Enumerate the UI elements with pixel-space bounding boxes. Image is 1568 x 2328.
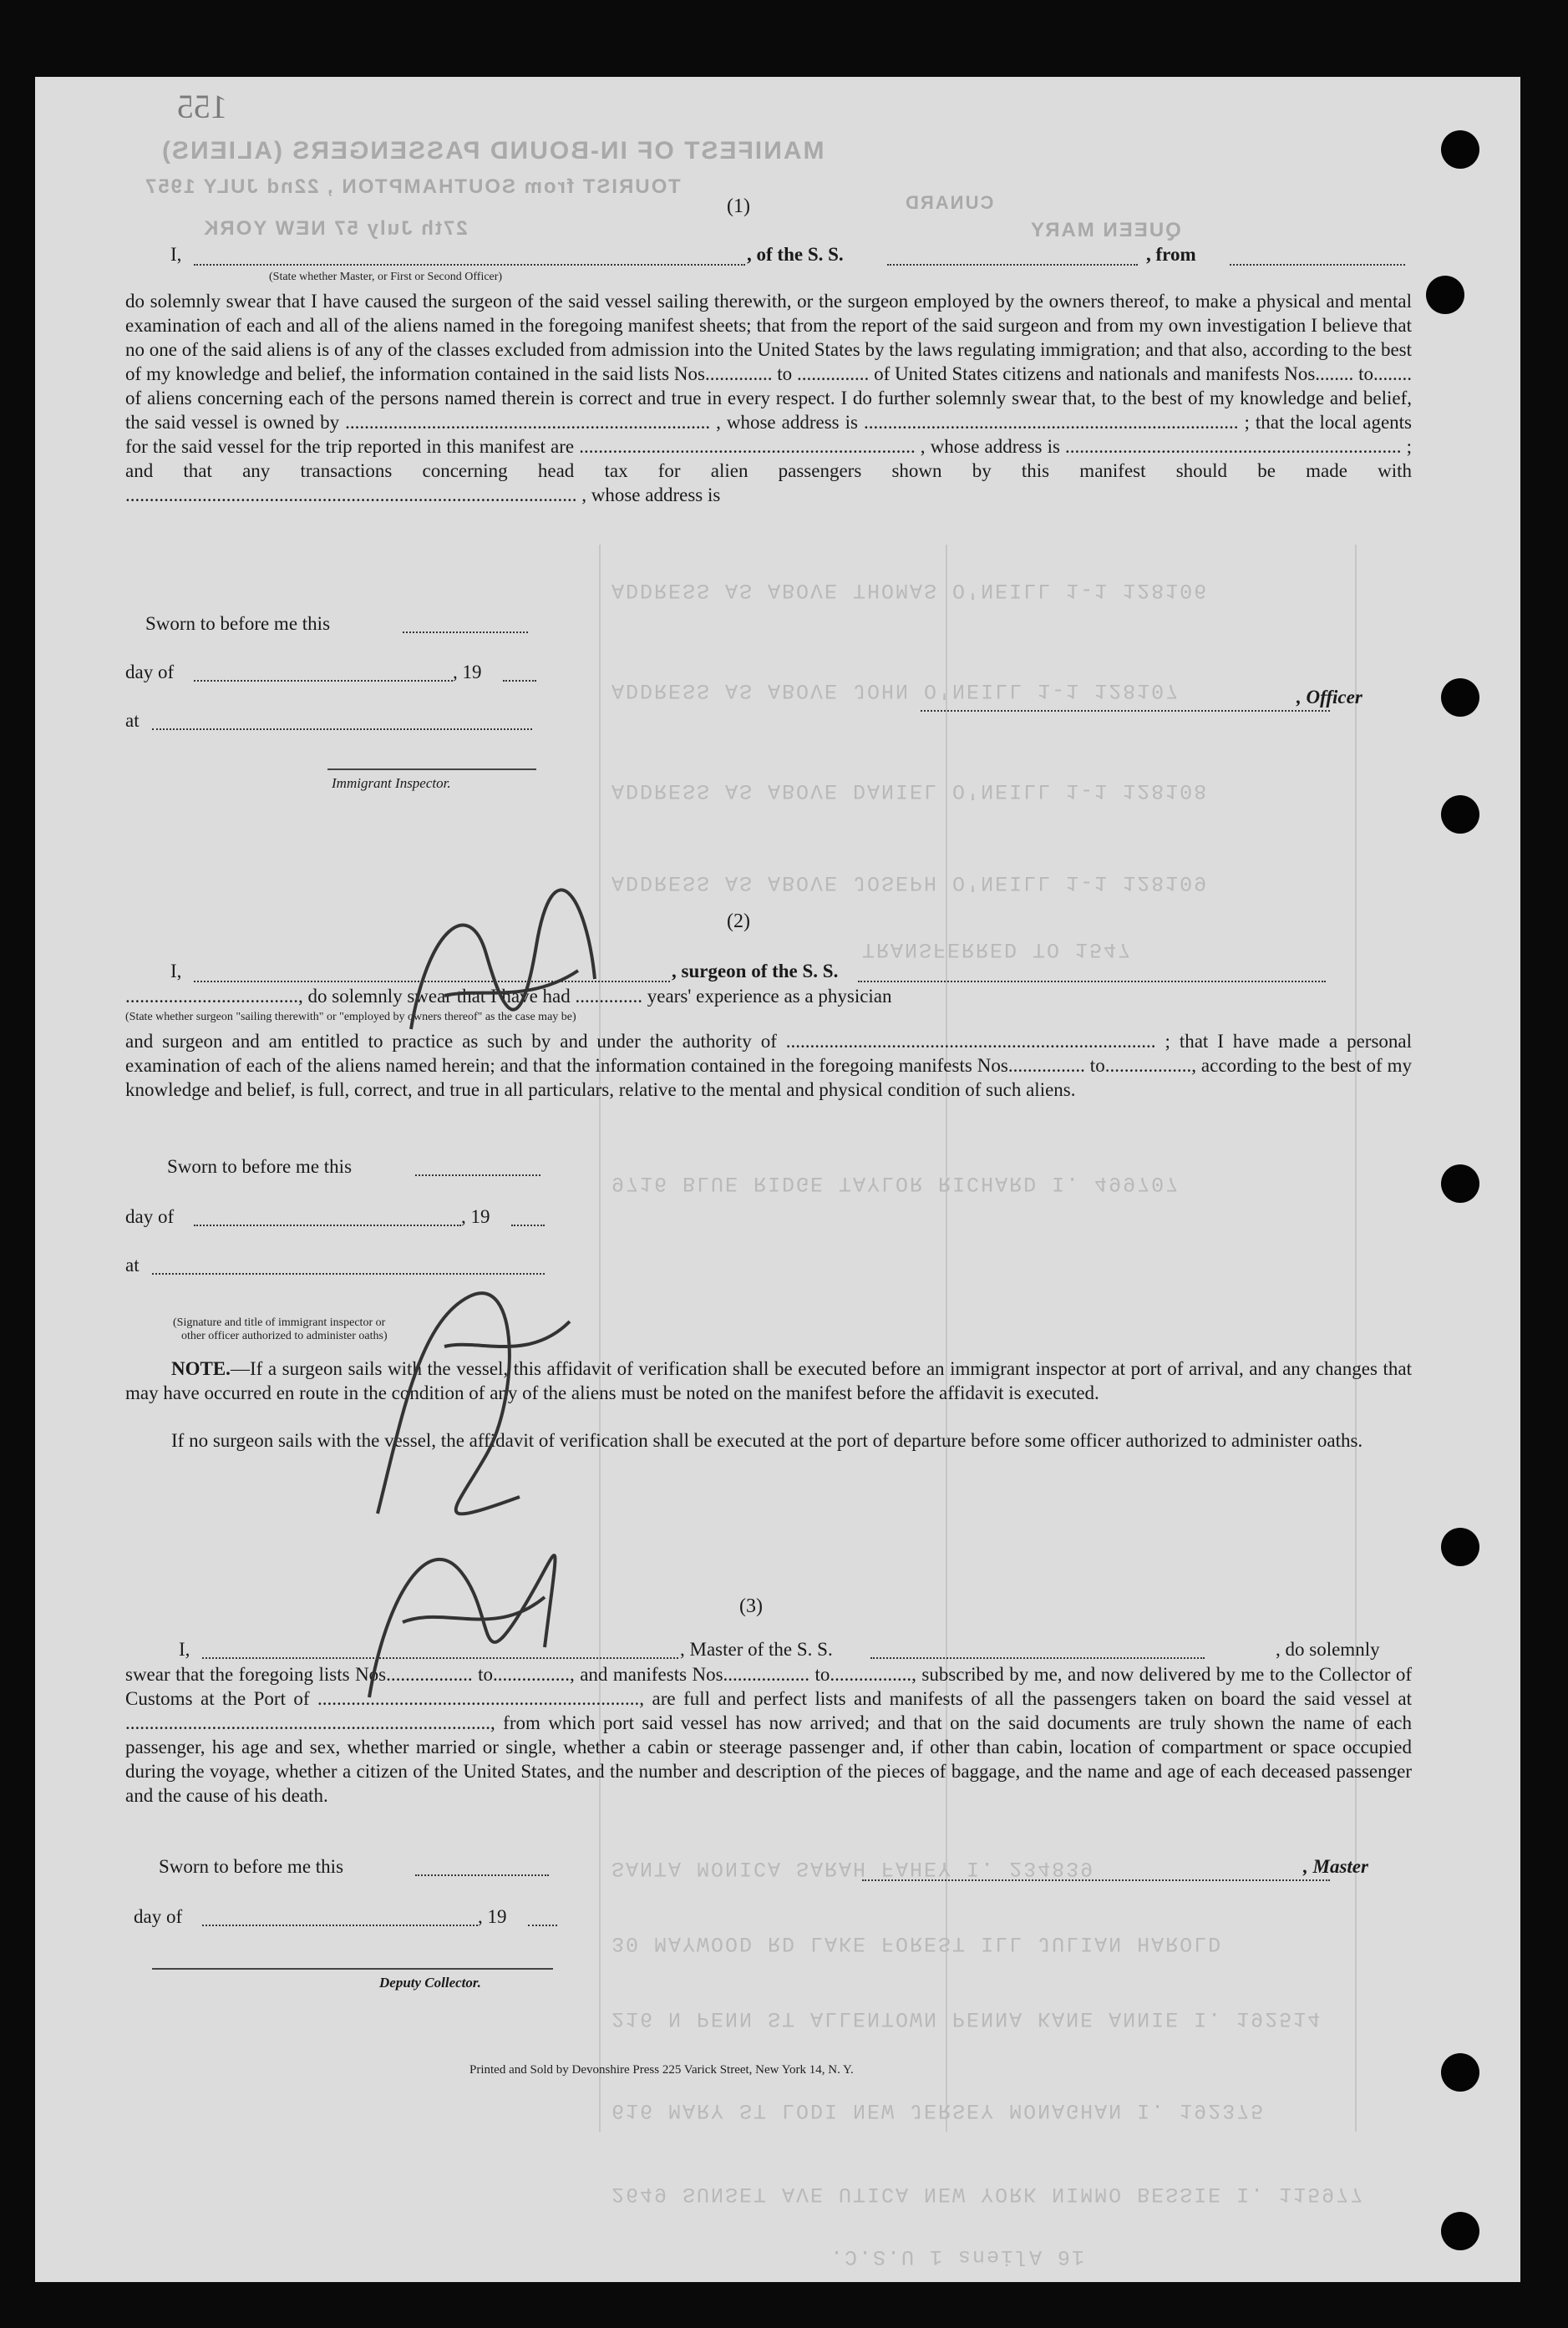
s3-master: , Master <box>1303 1856 1368 1877</box>
ghost-header-line2: 27th July 57 NEW YORK <box>202 217 468 240</box>
s2-note2: If no surgeon sails with the vessel, the affidavit of verification shall be executed at the port of departure before some officer authorized to administer oaths. <box>171 1430 1363 1451</box>
s1-day-of: day of <box>125 662 175 682</box>
s2-sig-hint1: (Signature and title of immigrant inspector or <box>173 1316 386 1329</box>
s1-officer: , Officer <box>1297 687 1362 708</box>
s1-year: , 19 <box>453 662 482 682</box>
printer-line: Printed and Sold by Devonshire Press 225 Varick Street, New York 14, N. Y. <box>469 2063 854 2077</box>
ghost-row: 30 MAYWOOD RD LAKE FOREST ILL JULIAN HAROLD <box>611 1931 1223 1955</box>
s1-sworn: Sworn to before me this <box>145 613 331 634</box>
s3-sworn: Sworn to before me this <box>159 1856 344 1877</box>
ghost-row: 216 N PENN ST ALLENTOWN PENNA KANE ANNIE I. 192514 <box>611 2006 1322 2031</box>
ghost-row: SANTA MONICA SARAH FAHEY I. 234839 <box>611 1856 1095 1880</box>
ghost-row: 9716 BLUE RIDGE TAYLOR RICHARD I. 499707 <box>611 1171 1180 1195</box>
s1-inspector: Immigrant Inspector. <box>332 775 451 791</box>
s2-i-label: I, <box>170 961 182 981</box>
s1-from: , from <box>1146 244 1196 265</box>
punch-hole <box>1441 795 1479 834</box>
punch-hole <box>1426 276 1464 314</box>
s2-hint: (State whether surgeon "sailing therewith" or "employed by owners thereof" as the case may be) <box>125 1011 576 1023</box>
punch-hole <box>1441 1164 1479 1203</box>
s2-day-of: day of <box>125 1206 175 1227</box>
note-text: —If a surgeon sails with the vessel, this affidavit of verification shall be executed before an immigrant inspector at port of arrival, and any changes that may have occurred en route in the condition of any of the aliens must be noted on the manifest before the affidavit is executed. <box>125 1358 1412 1403</box>
s2-surgeon-of: , surgeon of the S. S. <box>672 961 839 981</box>
handwritten-signature-1 <box>394 879 611 1071</box>
punch-hole <box>1441 2053 1479 2092</box>
ghost-header-cunard: CUNARD <box>904 192 994 213</box>
handwritten-signature-3 <box>336 1480 586 1731</box>
note-label: NOTE. <box>171 1358 231 1379</box>
ghost-header-ship: QUEEN MARY <box>1029 219 1181 241</box>
s2-year: , 19 <box>461 1206 490 1227</box>
ghost-header-line1: TOURIST from SOUTHAMPTON , 22nd JULY 1957 <box>144 175 681 198</box>
s1-hint: (State whether Master, or First or Second Officer) <box>269 271 503 283</box>
s1-of-ss: , of the S. S. <box>747 244 844 265</box>
s3-collector: Deputy Collector. <box>379 1975 481 1991</box>
punch-hole <box>1441 130 1479 169</box>
ghost-row: 616 MARY ST LODI NEW JERSEY MONAGHAN I. 192375 <box>611 2098 1266 2123</box>
s1-paragraph: do solemnly swear that I have caused the surgeon of the said vessel sailing therewith, or the surgeon employed by the owners thereof, to make a physical and mental examination of each and all of the aliens named in the foregoing manifest sheets; that from the report of the said surgeon and from my own investigation I believe that no one of the said aliens is of any of the classes excluded from admission into the United States by the laws regulating immigration; and that also, according to the best of my knowledge and belief, the information contained in the said lists Nos.............. to ............... of United States citizens and nationals and manifests Nos........ to........ of aliens concerning each of the persons named therein is correct and true in every respect. I do further solemnly swear that, to the best of my knowledge and belief, the said vessel is owned by ............................................................................ , whose address is .............................................................................. ; that the local agents for the said vessel for the trip reported in this manifest are ...................................................................... , whose address is ...................................................................... ; and that any transactions concerning head tax for alien passengers shown by this manifest should be made with .............................................................................................. , whose address is <box>125 291 1412 505</box>
s3-i-label: I, <box>179 1639 190 1660</box>
punch-hole <box>1441 1528 1479 1566</box>
s3-master-of: , Master of the S. S. <box>680 1639 833 1660</box>
punch-hole <box>1441 2212 1479 2250</box>
s2-note1 <box>125 1357 1412 1405</box>
s2-line2: ...................................., do solemnly swear that I have had .............. years' experience as a physician <box>125 986 892 1007</box>
section-3-number: (3) <box>739 1595 763 1617</box>
ghost-header-title: MANIFEST OF IN-BOUND PASSENGERS (ALIENS) <box>160 137 825 165</box>
manifest-page <box>35 77 1520 2282</box>
s1-at: at <box>125 710 140 731</box>
s3-solemnly: , do solemnly <box>1276 1639 1380 1660</box>
s3-day-of: day of <box>134 1906 183 1927</box>
section-1-number: (1) <box>727 195 750 217</box>
ghost-row: TRANSFERRED TO 1547 <box>862 937 1133 961</box>
s3-paragraph: swear that the foregoing lists Nos.................. to................, and manifests Nos.................. to................., subscribed by me, and now delivered by me to the Collector of Customs at the Port of ..................................................................., are full and perfect lists and manifests of all the passengers taken on board the said vessel at ............................................................................, from which port said vessel has now arrived; and that on the said documents are truly shown the name of each passenger, his age and sex, whether married or single, whether a cabin or steerage passenger and, if other than cabin, location of compartment or space occupied during the voyage, whether a citizen of the United States, and the number and description of the pieces of baggage, and the name and age of each deceased passenger and the cause of his death. <box>125 1664 1412 1806</box>
ghost-row: ADDRESS AS ABOVE JOSEPH O'NEILL 1-1 128109 <box>611 870 1209 895</box>
s2-paragraph: and surgeon and am entitled to practice as such by and under the authority of ............................................................................. ; that I have made a personal examination of each of the aliens named herein; and that the information contained in the foregoing manifests Nos................ to.................., according to the best of my knowledge and belief, is full, correct, and true in all particulars, relative to the mental and physical condition of such aliens. <box>125 1031 1412 1100</box>
s2-sig-hint2: other officer authorized to administer oaths) <box>181 1330 388 1342</box>
ghost-row: ADDRESS AS ABOVE THOMAS O'NEILL 1-1 128106 <box>611 578 1209 602</box>
s2-at: at <box>125 1255 140 1276</box>
ghost-bottom: 16 Aliens 1 U.S.C. <box>829 2244 1085 2269</box>
punch-hole <box>1441 678 1479 717</box>
s2-sworn: Sworn to before me this <box>167 1156 353 1177</box>
ghost-row: ADDRESS AS ABOVE DANIEL O'NEILL 1-1 128108 <box>611 779 1209 803</box>
ghost-row: 2649 SUNSET AVE UTICA NEW YORK NIMMO BESSIE I. 115977 <box>611 2182 1365 2206</box>
s3-year: , 19 <box>478 1906 507 1927</box>
corner-number: 155 <box>177 88 227 125</box>
section-2-number: (2) <box>727 910 750 932</box>
ghost-row: ADDRESS AS ABOVE JOHN O'NEILL 1-1 128107 <box>611 678 1180 702</box>
s1-i-label: I, <box>170 244 182 265</box>
